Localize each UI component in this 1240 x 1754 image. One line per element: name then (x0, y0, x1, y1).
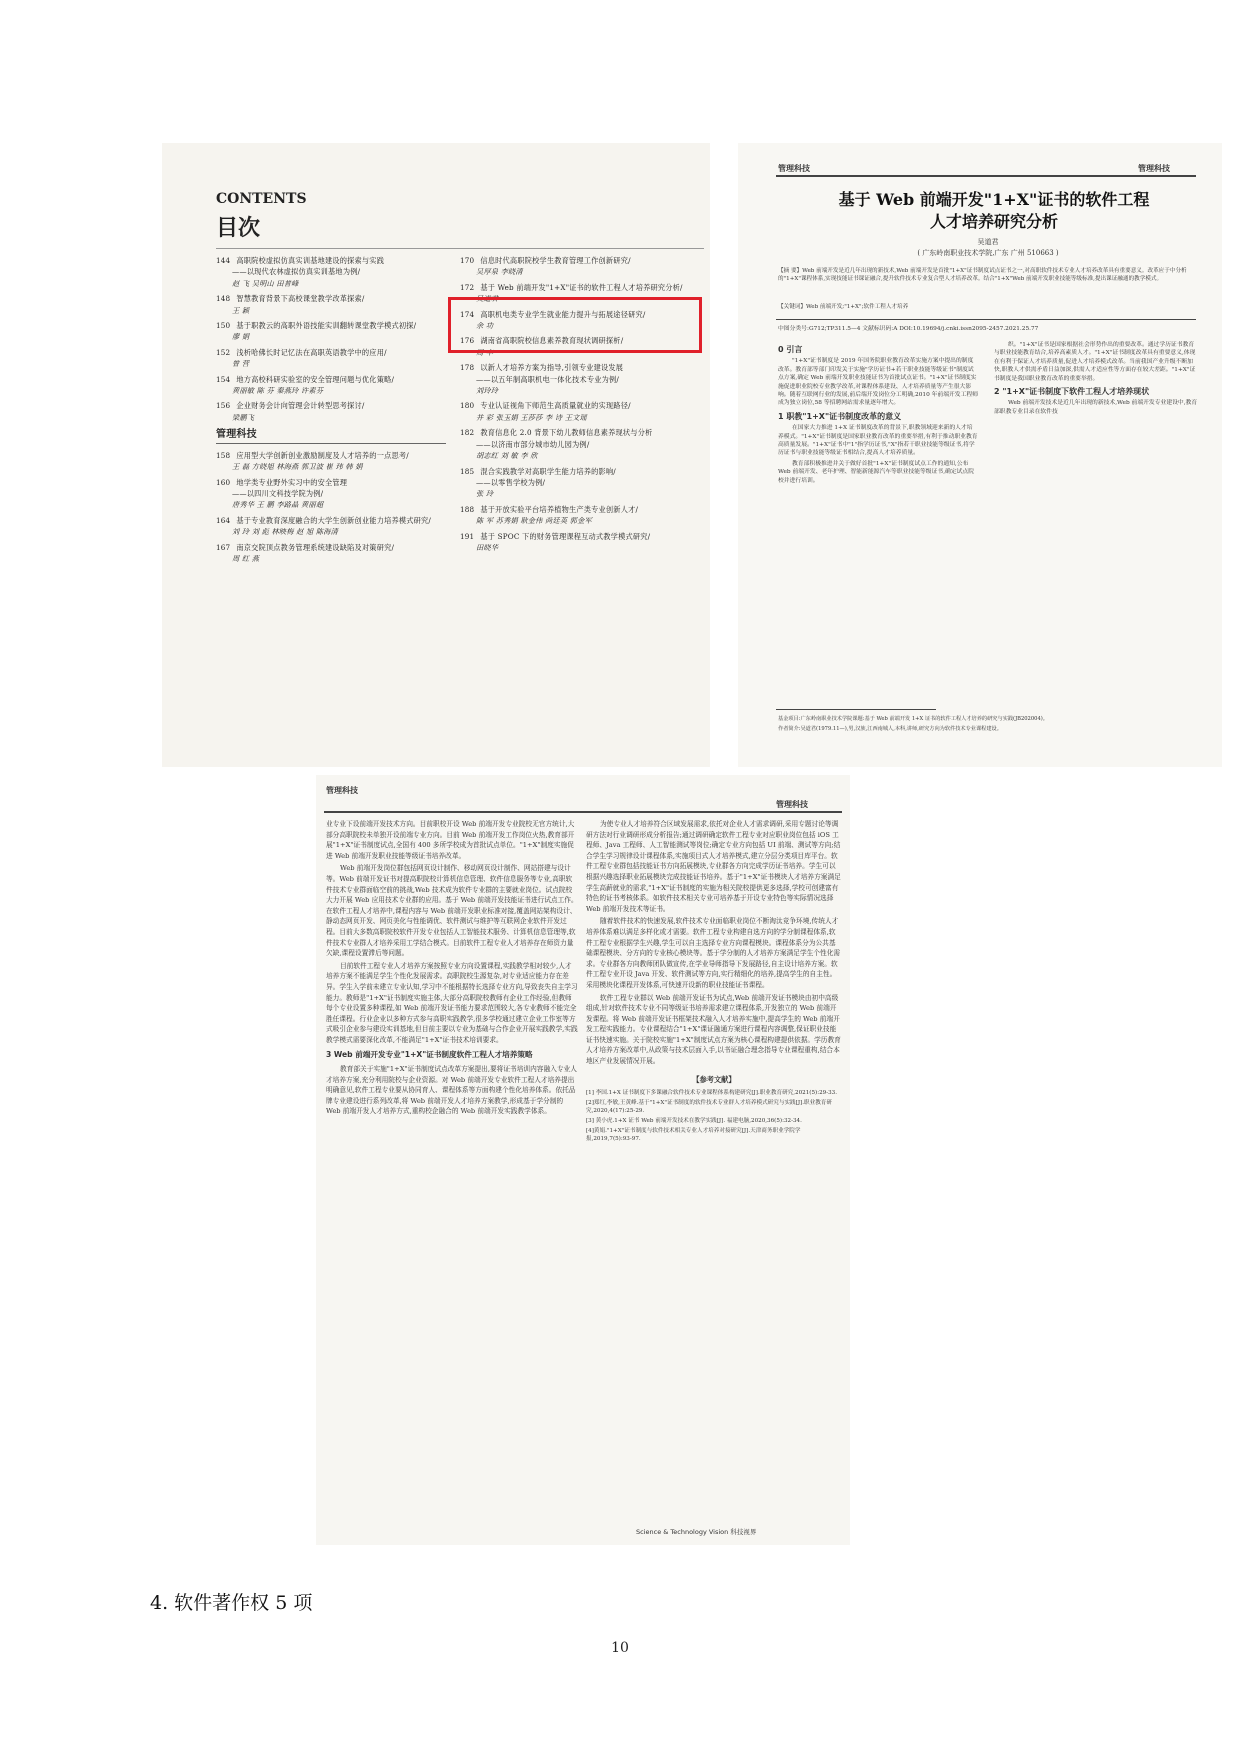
section-heading-software-copyright: 4. 软件著作权 5 项 (150, 1592, 313, 1614)
article-keywords: 【关键词】Web 前端开发;"1+X";软件工程人才培养 (778, 304, 909, 310)
contents-entry (216, 374, 446, 397)
contents-entry-title-text: 基于 Web 前端开发"1+X"证书的软件工程人才培养研究分析/ (480, 282, 683, 292)
contents-entry-authors: 曾 营 (232, 359, 250, 369)
second-page-left-column (326, 819, 578, 1119)
contents-entry-title (216, 347, 446, 358)
section-heading: 管理科技 (216, 429, 446, 443)
article-right-column (994, 341, 1198, 418)
contents-entry-page: 156 (216, 401, 231, 411)
contents-entry-title (216, 515, 446, 526)
contents-entry-authors: 梁鹏飞 (232, 412, 255, 422)
contents-entry-title-text: 基于 SPOC 下的财务管理课程互动式教学模式研究/ (480, 531, 651, 541)
contents-entry-page: 174 (460, 309, 475, 319)
article-title-line-2: 人才培养研究分析 (929, 212, 1058, 231)
section-1-heading: 1 职教"1+X"证书制度改革的意义 (778, 411, 902, 421)
contents-entry-title (460, 531, 700, 542)
contents-entry (216, 347, 446, 370)
contents-entry-page: 178 (460, 363, 475, 373)
contents-entry-page: 160 (216, 477, 231, 487)
contents-entry-title-text: 湖南省高职院校信息素养教育现状调研探析/ (480, 336, 624, 346)
article-title-line-1: 基于 Web 前端开发"1+X"证书的软件工程 (838, 190, 1150, 209)
reference-item: [4]黄娟."1+X"证书制度与软件技术相关专业人才培养对接研究[J].天津商务职业学院学报,2019,7(5):93-97. (586, 1128, 801, 1143)
left-para-4: 教育部关于实施"1+X"证书制度试点改革方案提出,要将证书培训内容融入专业人才培养方案,充分利用院校与企业资源。对 Web 前端开发专业软件工程人才培养提出明确意见,软件工程专业要从协同育人、课程体系等方面构建个性化培养体系。依托品牌专业建设进行系列改革,将 Web 前端开发人才培养方案教学,形成基于学分制的 Web 前端开发人才培养方式,重构校企融合的 Web 前端开发实践教学体系。 (326, 1065, 577, 1116)
article-meta: 中图分类号:G712;TP311.5—4 文献标识码:A DOI:10.19694/j.cnki.issn2095-2457.2021.25.77 (778, 326, 1039, 332)
section-0-heading: 0 引言 (778, 345, 803, 354)
references-title: 【参考文献】 (692, 1074, 736, 1084)
contents-entry-authors: 周 红 燕 (232, 553, 260, 563)
running-header-right: 管理科技 (776, 800, 808, 809)
reference-item: [3] 黄小虎.1+X 证书 Web 前端开发技术在教学实践[J]. 福建电脑,2020,36(5):32-34. (586, 1118, 802, 1125)
section-1-text-2: 教育部积极推进并关于做好首批"1+X"证书制度试点工作的通知,公布 Web 前端开发、老年护理、智能新能源汽车等职业技能等级证书,确定试点院校并进行培训。 (778, 460, 975, 484)
footnote-fund: 基金项目:广东岭南职业技术学院课题:基于 Web 前端开发 1+X 证书的软件工程人才培养的研究与实践(JB202004)。 (778, 716, 1048, 722)
contents-entry-title (216, 320, 446, 331)
contents-entry-title-text: 应用型大学创新创业激励制度及人才培养的一点思考/ (236, 450, 409, 460)
contents-entry (216, 255, 446, 289)
contents-entry-title-text: 基于职教云的高职外语技能实训翻转课堂教学模式初探/ (236, 321, 417, 331)
left-para-3: 目前软件工程专业人才培养方案按照专业方向设置课程,实践教学相对较少,人才培养方案不能满足学生个性化发展需求。高职院校生源复杂,对专业适应能力存在差异。学生入学前未建立专业认知,学习中不能根据特长选择专业方向,导致丧失自主学习能力。教师是"1+X"证书制度实施主体,大部分高职院校教师有企业工作经验,但教师每个专业设置多种课程,如 Web 前端开发证书能力要求范围较大,各专业教师不能完全胜任课程。行业企业以多种方式参与高职实践教学,很多学校通过建立企业工作室等方式吸引企业参与建设实训基地,但目前主要以专业为基础与合作企业开展实践教学,实践教学模式需要深化改革,不能满足"1+X"证书技术培训要求。 (326, 961, 578, 1044)
second-page-right-column (586, 819, 842, 1145)
contents-entry (216, 400, 446, 423)
left-para-2: Web 前端开发岗位群包括网页设计制作、移动网页设计制作、网站搭建与设计等。Web 前端开发证书对提高职院校计算机信息管理、软件信息服务等专业,高职软件技术专业群面临空前的挑战,Web 技术成为软件专业群的主要就业岗位。试点院校大力开展 Web 应用技术专业群的应用。基于 Web 前端开发技能证书进行试点工作。在软件工程人才培养中,课程内容与 Web 前端开发职业标准对接,覆盖网站架构设计、静动态网页开发、网页美化与性能调优、软件测试与维护等互联网企业软件开发过程。目前大多数高职院校软件开发专业包括人工智能技术服务、计算机信息管理等,软件技术专业群人才培养采用工学结合模式。目前软件工程专业人才培养存在师资力量欠缺,课程设置滞后等问题。 (326, 864, 578, 958)
contents-entry-title (216, 374, 446, 385)
contents-entry-title (216, 542, 446, 553)
contents-entry-title (460, 427, 700, 438)
contents-entry-authors: 陈 军 苏秀娟 耿金伟 尚廷英 郭金军 (476, 516, 592, 526)
highlight-box (448, 297, 702, 353)
contents-entry-page: 164 (216, 515, 231, 525)
contents-entry-authors: 胡志红 刘 敏 李 欣 (476, 451, 538, 461)
section-1-text: 在国家大力推进 1+X 证书制度改革的背景下,职教领域迎来新的人才培养模式。"1+X"证书制度是国家职业教育改革的重要举措,有利于推动职业教育高质量发展。"1+X"证书中"1"指学历证书,"X"指若干职业技能等级证书,将学历证书与职业技能等级证书相结合,提高人才培养质量。 (778, 425, 978, 457)
contents-entry-title (216, 293, 446, 304)
right-para-2: 随着软件技术的快速发展,软件技术专业面临职业岗位不断淘汰竞争环境,传统人才培养体系难以满足多样化或才需要。软件工程专业构建自选方向的学分制课程体系,软件工程专业根据学生兴趣,学生可以自主选择专业方向课程模块。课程体系分为公共基础课程模块、分方向的专业核心模块等。基于学分制的人才培养方案满足学生个性化需求。专业群各方向教师团队做宣传,在学业导师指导下发展路径,自主设计培养方案。软件工程专业开设 Java 开发、软件测试等方向,实行精细化的培养,提高学生的自主性。采用模块化课程开发体系,可快速开设新的职业技能证书课程。 (586, 917, 841, 989)
contents-entry-title (460, 362, 700, 373)
contents-entry-title-text: 基于开放实验平台培养植物生产类专业创新人才/ (480, 504, 639, 514)
contents-entry-page: 185 (460, 466, 475, 476)
contents-entry (460, 400, 700, 423)
right-column-text: 织。"1+X"证书是国家根据社会形势作出的重要改革。通过学历证书教育与职业技能教育结合,培养高素质人才。"1+X"证书制度改革具有重要意义,体现在有利于保证人才培养质量,促进人才培养模式改革。当前我国产业升级不断加快,职教人才供需矛盾日益加深,供需人才适应性等方面存在较大差距。"1+X"证书制度是我国职业教育改革的重要举措。 (994, 342, 1196, 382)
reference-item: [2]郑红,李敏,王黄峰.基于"1+X"证书制度的软件技术专业群人才培养模式研究与实践[J].职业教育研究,2020,4(17):25-29. (586, 1100, 832, 1115)
contents-entry-title (460, 282, 700, 293)
contents-entry (460, 362, 700, 396)
contents-entry-title-text: 高职机电类专业学生就业能力提升与拓展途径研究/ (480, 309, 646, 319)
contents-entry-authors: 王 颖 (232, 305, 250, 315)
contents-entry (216, 542, 446, 565)
right-para-1: 为使专业人才培养符合区域发展需求,依托对企业人才需求调研,采用专题讨论等调研方法对行业调研形成分析报告;通过调研确定软件工程专业对应职业岗位包括 iOS 工程师、Java 工程师、人工智能测试等岗位;确定专业方向包括 UI 前端、测试等方向;结合学生学习规律设计课程体系,实施项目式人才培养模式,建立分层分类项目库平台。软件工程专业群包括技能证书方向拓展模块,专业群各方向完成学历证书培养。学生可以根据兴趣选择职业拓展模块完成技能证书培养。基于"1+X"证书模块人才培养方案满足学生高薪就业的需求,"1+X"证书制度的实施为相关院校提供更多选择,学校可创建富有特色的证书考核体系。如软件技术相关专业可培养基于开设专业特色等实际情况选择 Web 前端开发技术等证书。 (586, 820, 841, 913)
contents-entry (216, 293, 446, 316)
section-0-text: "1+X"证书制度是 2019 年国务院职业教育改革实施方案中提出的制度改革。教育部等部门印发关于实施"学历证书+若干职业技能等级证书"制度试点方案,确定 Web 前端开发职业技能证书为首批试点证书。"1+X"证书制度实施促进职业院校专业教学改革,对课程体系建设、人才培养质量等产生很大影响。随着互联网行业的发展,前后端开发岗位分工明确,2010 年前端开发工程师成为独立岗位,58 等招聘网站需求量逐年增大。 (778, 358, 978, 407)
contents-entry (216, 320, 446, 343)
contents-entry-page: 191 (460, 531, 475, 541)
section-2-heading: 2 "1+X"证书制度下软件工程人才培养现状 (994, 387, 1150, 397)
contents-entry (460, 504, 700, 527)
contents-entry (460, 466, 700, 500)
contents-entry-title (216, 400, 446, 411)
contents-entry-title-text: 基于专业教育深度融合的大学生创新创业能力培养模式研究/ (236, 515, 432, 525)
contents-entry-title (460, 400, 700, 411)
contents-entry-authors: 廖 娟 (232, 332, 250, 342)
page-number: 10 (611, 1640, 629, 1656)
contents-entry-subtitle: ——以四川文科技学院为例/ (232, 488, 324, 498)
article-author: 吴道君 (977, 238, 999, 246)
contents-entry-authors: 赵 飞 吴明山 田普峰 (232, 278, 299, 288)
contents-entry (460, 531, 700, 554)
contents-entry-page: 176 (460, 336, 475, 346)
article-left-column (778, 341, 978, 487)
contents-entry-title-text: 混合实践教学对高职学生能力培养的影响/ (480, 466, 616, 476)
contents-entry-page: 158 (216, 450, 231, 460)
contents-entry-authors: 刘 玲 刘 彪 林映梅 赵 旭 陈海清 (232, 527, 339, 537)
contents-entry-title (216, 450, 446, 461)
section-2-text: Web 前端开发技术是近几年出现的新技术,Web 前端开发专业建设中,教育部职教专业目录在软件技 (994, 400, 1198, 415)
right-para-3: 软件工程专业群以 Web 前端开发证书为试点,Web 前端开发证书模块由初中高级组成,针对软件技术专业不同等级证书培养需求建立课程体系,开发独立的 Web 前端开发课程。将 Web 前端开发证书框架技术融入人才培养实施中,提高学生的 Web 前端开发工程实践能力。专业课程结合"1+X"课证融通方案进行课程内容调整,保证职业技能证书快速实施。关于院校实施"1+X"制度试点方案为核心课程构建提供依据。学历教育人才培养方案改革中,从政策与技术层面入手,以书证融合理念指导专业课程重构,结合本地区产业发展情况开展。 (586, 993, 841, 1066)
contents-entry (216, 477, 446, 511)
contents-entry (460, 255, 700, 278)
left-para-1: 业专业下设前端开发技术方向。目前职校开设 Web 前端开发专业院校无官方统计,大部分高职院校未单独开设前端专业方向。目前 Web 前端开发工作岗位火热,教育部开展"1+X"证书制度试点,全国有 400 多所学校成为首批试点单位。"1+X"制度实施促进 Web 前端开发职业技能等级证书培养改革。 (326, 820, 575, 860)
running-header-right: 管理科技 (1138, 164, 1170, 173)
contents-entry-title-text: 以新人才培养方案为指导,引领专业建设发展 (480, 363, 624, 373)
contents-entry-subtitle: ——以五年制高职机电一体化技术专业为例/ (476, 374, 619, 384)
contents-entry-authors: 吴厚泉 李晓清 (476, 267, 523, 277)
contents-col-1 (216, 255, 446, 568)
contents-entry-authors: 吴道君 (476, 294, 499, 304)
contents-entry-page: 150 (216, 321, 231, 331)
contents-entry-title-text: 地学类专业野外实习中的安全管理 (236, 477, 348, 487)
contents-entry-page: 172 (460, 282, 475, 292)
contents-entry-page: 180 (460, 401, 475, 411)
contents-entry-page: 167 (216, 542, 231, 552)
contents-entry-authors: 王 磊 方晓旭 林海燕 郭卫波 崔 玮 韩 娟 (232, 462, 363, 472)
section-3-heading: 3 Web 前端开发专业"1+X"证书制度软件工程人才培养策略 (326, 1050, 533, 1060)
contents-entry-title-text: 信息时代高职院校学生教育管理工作创新研究/ (480, 256, 631, 265)
contents-entry-authors: 田晓华 (476, 542, 499, 552)
contents-entry (460, 427, 700, 461)
contents-entry-subtitle: ——以济南市部分城市幼儿园为例/ (476, 439, 590, 449)
references-list (586, 1089, 842, 1143)
contents-scan (162, 143, 710, 767)
contents-en-title: CONTENTS (216, 191, 307, 207)
journal-footer: Science & Technology Vision 科技视界 (636, 1528, 757, 1536)
contents-entry-title-text: 南京交院顶点教务管理系统建设缺陷及对策研究/ (236, 542, 395, 552)
contents-entry-title (460, 255, 700, 266)
reference-item: [1] 李国.1+X 证书制度下多课融合软件技术专业课程体系构建研究[J].职业教育研究,2021(5):29-33. (586, 1090, 838, 1097)
contents-entry-authors: 刘玲玲 (476, 386, 499, 396)
contents-entry-title-text: 高职院校虚拟仿真实训基地建设的探索与实践 (236, 256, 385, 265)
contents-entry-title-text: 浅析哈佛长时记忆法在高职英语教学中的应用/ (236, 347, 387, 357)
contents-entry-page: 144 (216, 256, 231, 265)
contents-entry-page: 188 (460, 504, 475, 514)
contents-entry-authors: 张 玲 (476, 489, 494, 499)
article-abstract: 【摘 要】Web 前端开发是近几年出现的新技术,Web 前端开发是首批"1+X"证书制度试点证书之一,对高职软件技术专业人才培养改革具有重要意义。改革应于中分析的"1+X"课程体系,实现技能证书课证融合,提升软件技术专业复合型人才培养改革。结合"1+X"Web 前端开发职业技能等级标准,提出课证融通的教学模式。 (778, 268, 1187, 282)
footnote-author: 作者简介:吴道君(1979.11—),男,汉族,江西南城人,本科,讲师,研究方向为软件技术专业课程建设。 (778, 726, 1002, 732)
contents-entry-page: 170 (460, 256, 475, 265)
contents-entry-title-text: 专业认证视角下师范生高质量就业的实现路径/ (480, 401, 631, 411)
contents-zh-title: 目次 (216, 215, 261, 241)
contents-entry-title-text: 智慧教育背景下高校课堂教学改革探索/ (236, 294, 365, 304)
contents-entry-subtitle: ——以现代农林虚拟仿真实训基地为例/ (232, 267, 361, 277)
contents-entry-page: 148 (216, 294, 231, 304)
contents-entry-authors: 唐秀华 王 鹏 李路晶 黄丽超 (232, 500, 324, 510)
contents-entry-title-text: 地方高校科研实验室的安全管理问题与优化策略/ (236, 374, 395, 384)
contents-entry-title-text: 教育信息化 2.0 背景下幼儿教师信息素养现状与分析 (480, 428, 653, 438)
running-header-left: 管理科技 (326, 786, 358, 795)
contents-entry-page: 154 (216, 374, 231, 384)
contents-entry-authors: 余 功 (476, 321, 494, 331)
contents-entry-authors: 黄丽敏 陈 芬 秦燕玲 许素芬 (232, 386, 324, 396)
contents-entry-page: 182 (460, 428, 475, 438)
contents-entry-authors: 井 彩 张玉娟 王莎莎 李 诗 王文瑶 (476, 412, 587, 422)
article-affiliation: ( 广东岭南职业技术学院,广东 广州 510663 ) (917, 249, 1059, 257)
contents-entry-title (216, 255, 446, 266)
contents-entry-title (216, 477, 446, 488)
contents-entry-title (460, 504, 700, 515)
contents-entry-authors: 周 丰 (476, 347, 494, 357)
contents-entry-page: 152 (216, 347, 231, 357)
article-second-page-scan (316, 775, 850, 1545)
contents-entry (216, 515, 446, 538)
running-header-left: 管理科技 (778, 164, 810, 173)
contents-entry-subtitle: ——以零售学校为例/ (476, 477, 546, 487)
contents-entry-title (460, 466, 700, 477)
contents-entry-title-text: 企业财务会计向管理会计转型思考探讨/ (236, 401, 365, 411)
article-first-page-scan (738, 143, 1222, 767)
contents-entry (216, 450, 446, 473)
